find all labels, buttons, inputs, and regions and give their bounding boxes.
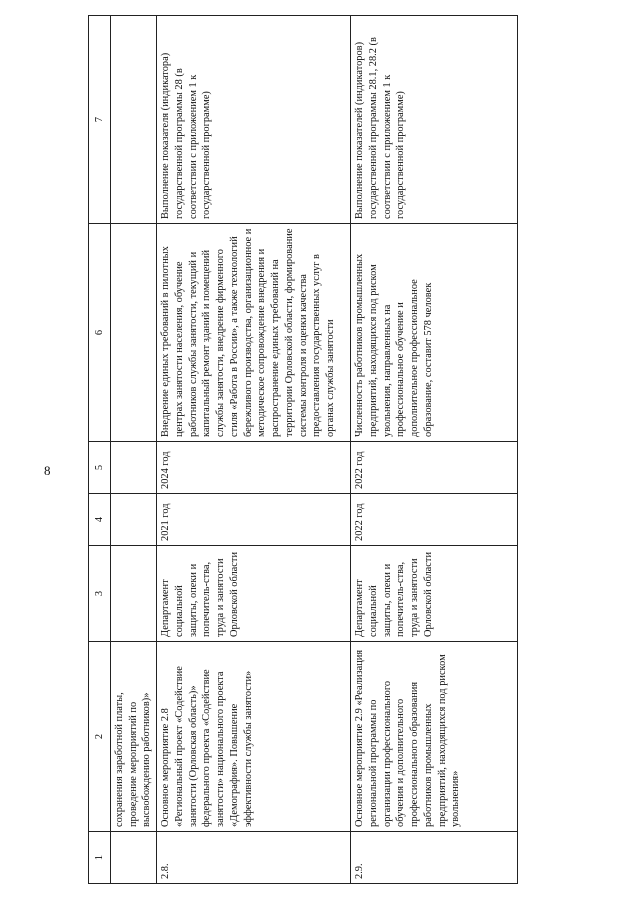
table-row xyxy=(157,16,351,884)
indicator-link: Выполнение показателей (индикаторов) государственной программы 28.1, 28.2 (в соответствии с приложением 1 к государственной программе) xyxy=(351,16,518,224)
header-cell-5: 5 xyxy=(89,442,111,494)
event-name: Основное мероприятие 2.9 «Реализация региональной программы по организации профессионального обучения и дополнительного профессионального образования работников промышленных предприятий, находящихся под риском увольнения» xyxy=(351,642,518,832)
executor: Департамент социальной защиты, опеки и попечитель-ства, труда и занятости Орловской области xyxy=(157,546,351,642)
event-name: сохранения заработной платы, проведение мероприятий по высвобождению работников)» xyxy=(111,642,157,832)
header-cell-7: 7 xyxy=(89,16,111,224)
expected-result: Численность работников промышленных предприятий, находящихся под риском увольнения, направленных на профессиональное обучение и дополнительное профессиональное образование, составит 578 человек xyxy=(351,224,518,442)
header-cell-4: 4 xyxy=(89,494,111,546)
measures-table xyxy=(88,15,518,884)
table-row xyxy=(111,16,157,884)
start-year: 2021 год xyxy=(157,494,351,546)
header-cell-3: 3 xyxy=(89,546,111,642)
header-row xyxy=(89,16,111,884)
start-year: 2022 год xyxy=(351,494,518,546)
table-row xyxy=(351,16,518,884)
start-year xyxy=(111,494,157,546)
expected-result xyxy=(111,224,157,442)
executor xyxy=(111,546,157,642)
row-number: 2.8. xyxy=(157,832,351,884)
end-year xyxy=(111,442,157,494)
executor: Департамент социальной защиты, опеки и попечитель-ства, труда и занятости Орловской области xyxy=(351,546,518,642)
indicator-link xyxy=(111,16,157,224)
header-cell-2: 2 xyxy=(89,642,111,832)
header-cell-1: 1 xyxy=(89,832,111,884)
end-year: 2022 год xyxy=(351,442,518,494)
rotated-table-container xyxy=(88,16,518,884)
row-number: 2.9. xyxy=(351,832,518,884)
header-cell-6: 6 xyxy=(89,224,111,442)
row-number xyxy=(111,832,157,884)
expected-result: Внедрение единых требований в пилотных центрах занятости населения, обучение работников службы занятости, текущий и капитальный ремонт зданий и помещений службы занятости, внедрение фирменного стиля «Работа в России», а также технологий бережливого производства, организационное и методическое сопровождение внедрения и распространение единых требований на территории Орловской области, формирование системы контроля и оценки качества предоставления государственных услуг в органах службы занятости xyxy=(157,224,351,442)
event-name: Основное мероприятие 2.8 «Региональный проект «Содействие занятости (Орловская область)» федерального проекта «Содействие занятости» национального проекта «Демография». Повышение эффективности службы занятости» xyxy=(157,642,351,832)
page-number: 8 xyxy=(44,463,51,478)
indicator-link: Выполнение показателя (индикатора) государственной программы 28 (в соответствии с приложением 1 к государственной программе) xyxy=(157,16,351,224)
end-year: 2024 год xyxy=(157,442,351,494)
